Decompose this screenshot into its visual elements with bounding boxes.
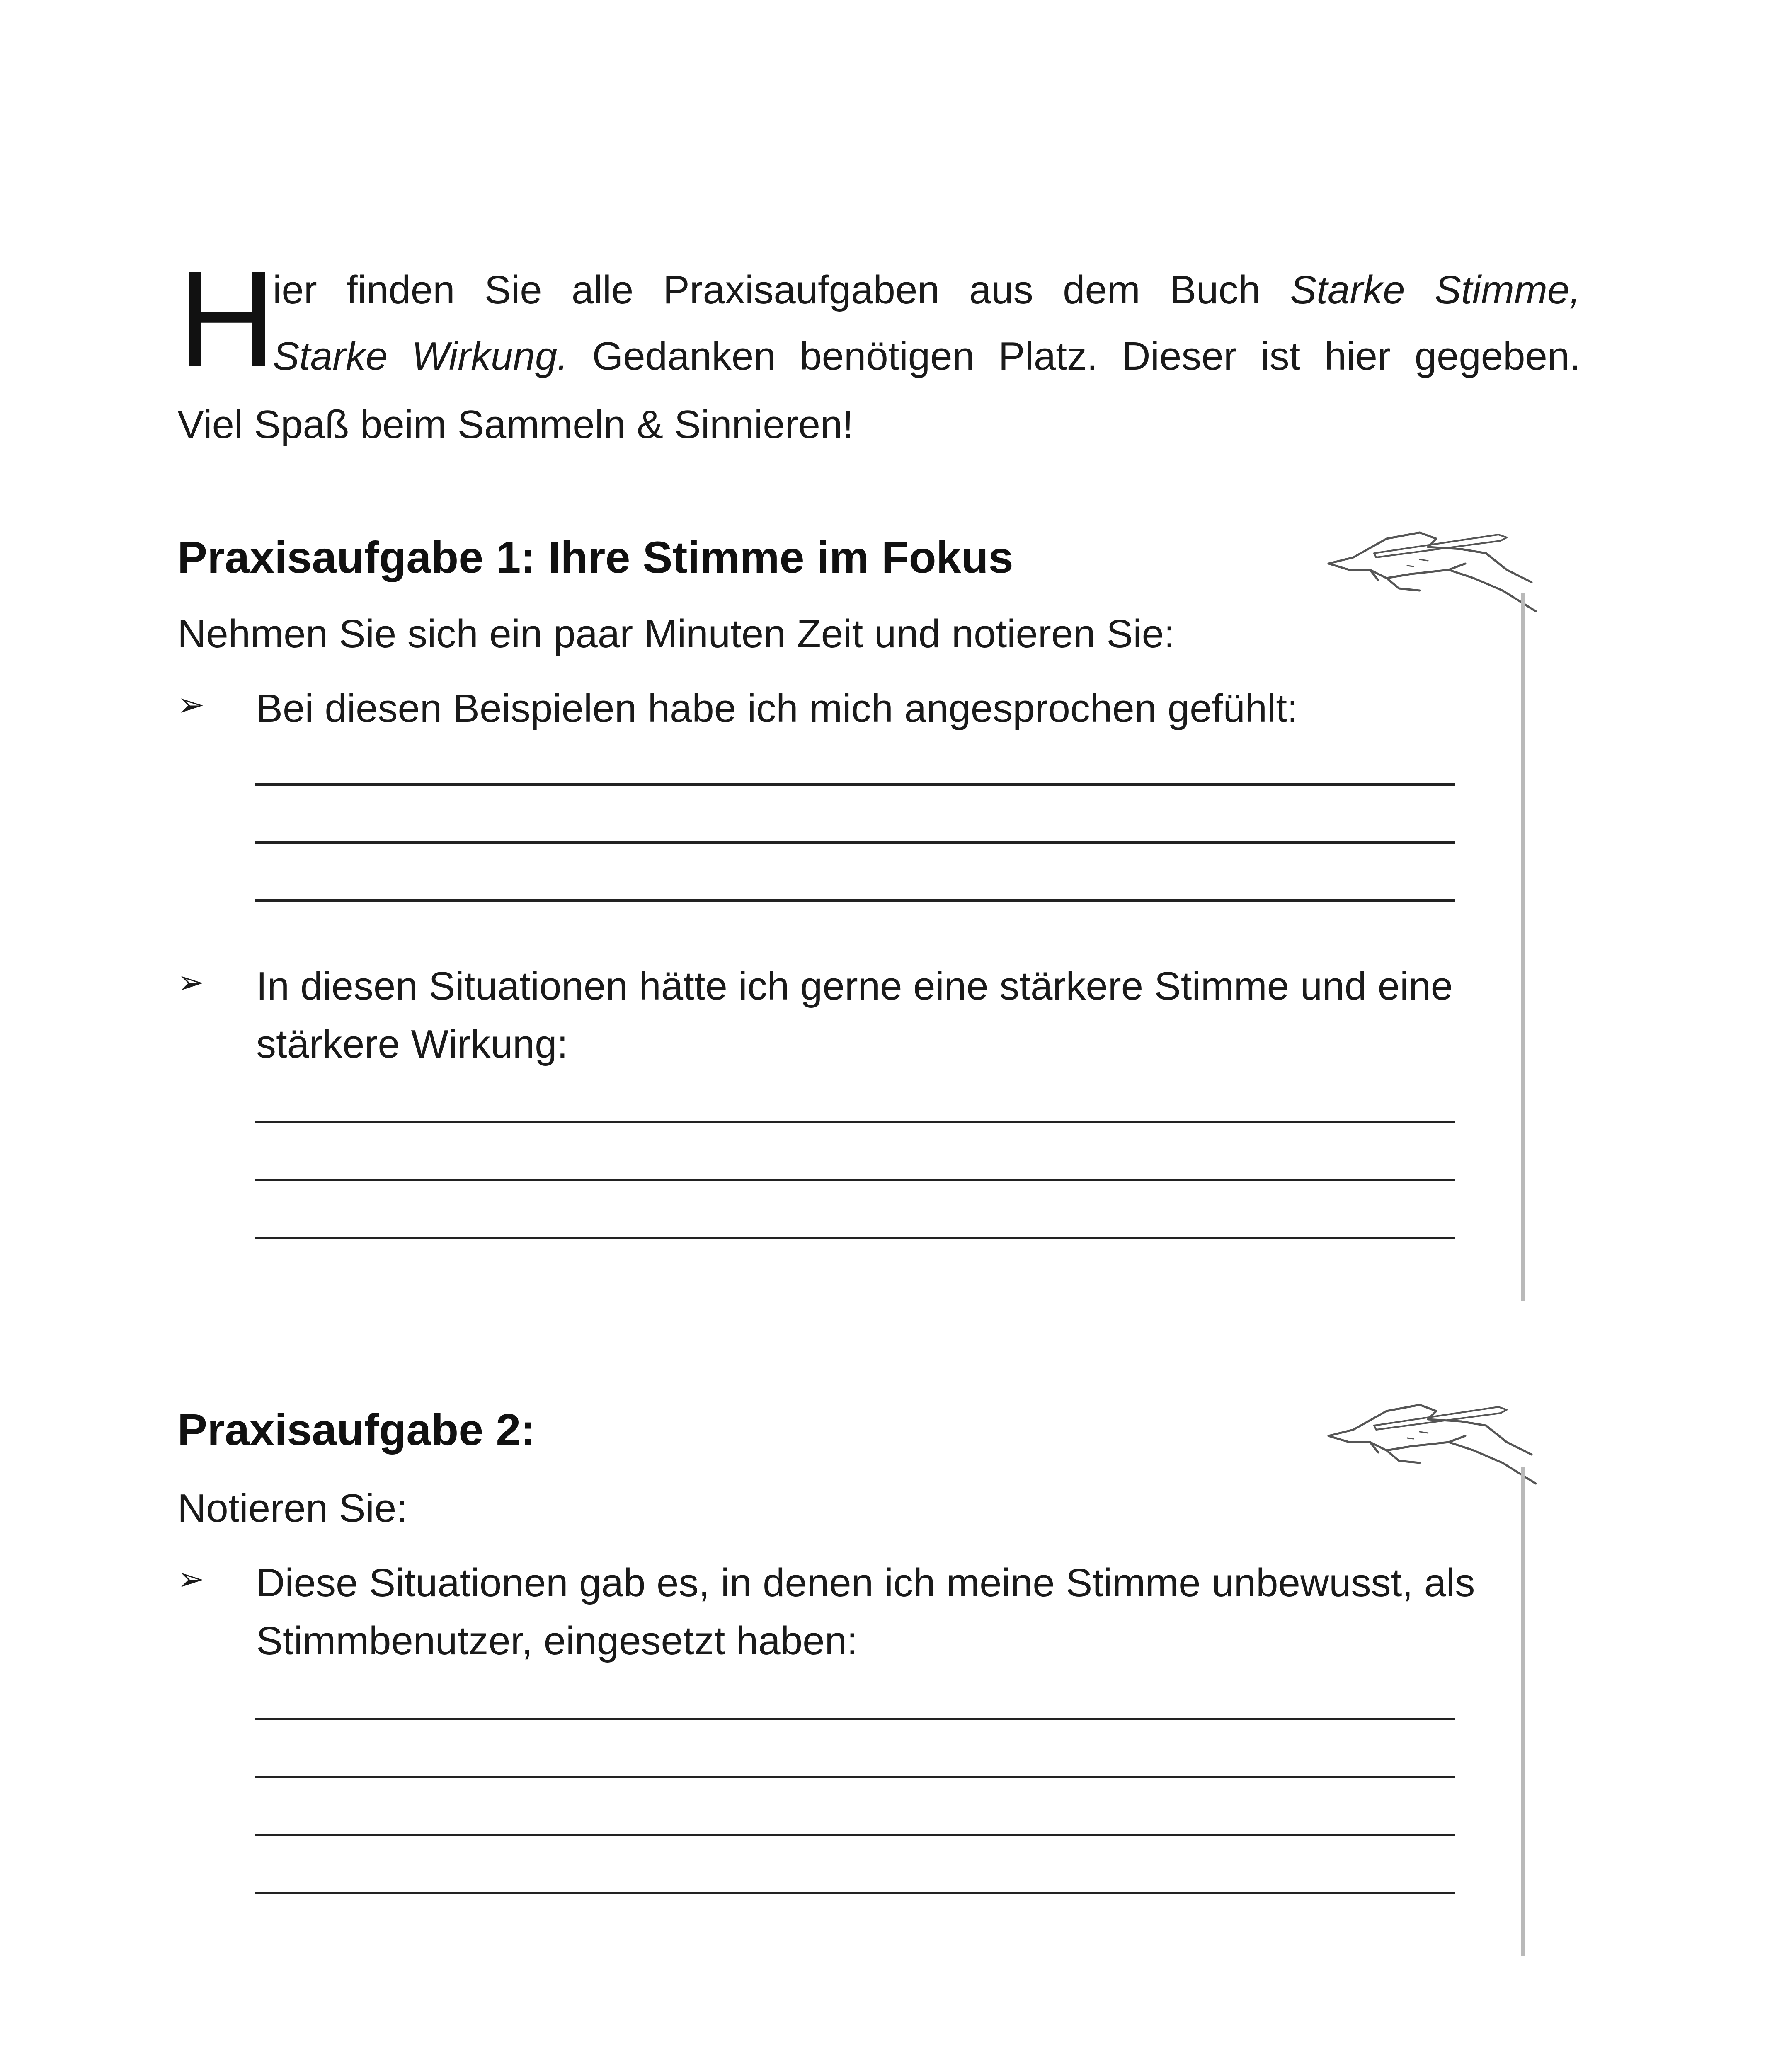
answer-line[interactable] [255, 1237, 1455, 1239]
answer-line[interactable] [255, 1718, 1455, 1720]
book-title-part-2: Starke Wirkung. [273, 334, 568, 378]
intro-line-2-text: Gedanken benötigen Platz. Dieser ist hier gegeben. [568, 334, 1581, 378]
side-rule [1521, 1467, 1525, 1956]
hand-writing-icon [1324, 508, 1540, 632]
intro-line-3: Viel Spaß beim Sammeln & Sinnieren! [177, 402, 854, 447]
answer-line[interactable] [255, 1179, 1455, 1181]
answer-line[interactable] [255, 899, 1455, 902]
task1-heading: Praxisaufgabe 1: Ihre Stimme im Fokus [177, 532, 1013, 582]
answer-line[interactable] [255, 1776, 1455, 1778]
arrow-bullet-icon: ➢ [177, 1561, 205, 1597]
hand-writing-icon [1324, 1380, 1540, 1504]
answer-line[interactable] [255, 1892, 1455, 1894]
arrow-bullet-icon: ➢ [177, 686, 205, 723]
side-rule [1521, 593, 1525, 1301]
answer-line[interactable] [255, 1834, 1455, 1836]
intro-line-2 [273, 332, 1580, 381]
drop-cap: H [177, 242, 276, 395]
task2-instruction: Notieren Sie: [177, 1486, 407, 1530]
task1-bullet-1-text: Bei diesen Beispielen habe ich mich angesprochen gefühlt: [256, 686, 1298, 731]
task1-bullet-2-text: In diesen Situationen hätte ich gerne eine stärkere Stimme und eine stärkere Wirkung: [256, 964, 1453, 1066]
answer-line[interactable] [255, 1121, 1455, 1123]
answer-line[interactable] [255, 783, 1455, 786]
answer-line[interactable] [255, 841, 1455, 844]
intro-line-1 [273, 265, 1580, 315]
arrow-bullet-icon: ➢ [177, 964, 205, 1000]
task1-instruction: Nehmen Sie sich ein paar Minuten Zeit und notieren Sie: [177, 612, 1175, 656]
task2-bullet-1-text: Diese Situationen gab es, in denen ich meine Stimme unbewusst, als Stimmbenutzer, eingesetzt haben: [256, 1561, 1475, 1663]
task2-heading: Praxisaufgabe 2: [177, 1404, 536, 1455]
book-title-part-1: Starke Stimme, [1290, 268, 1581, 312]
intro-line-1-text: ier finden Sie alle Praxisaufgaben aus dem Buch [273, 268, 1290, 312]
